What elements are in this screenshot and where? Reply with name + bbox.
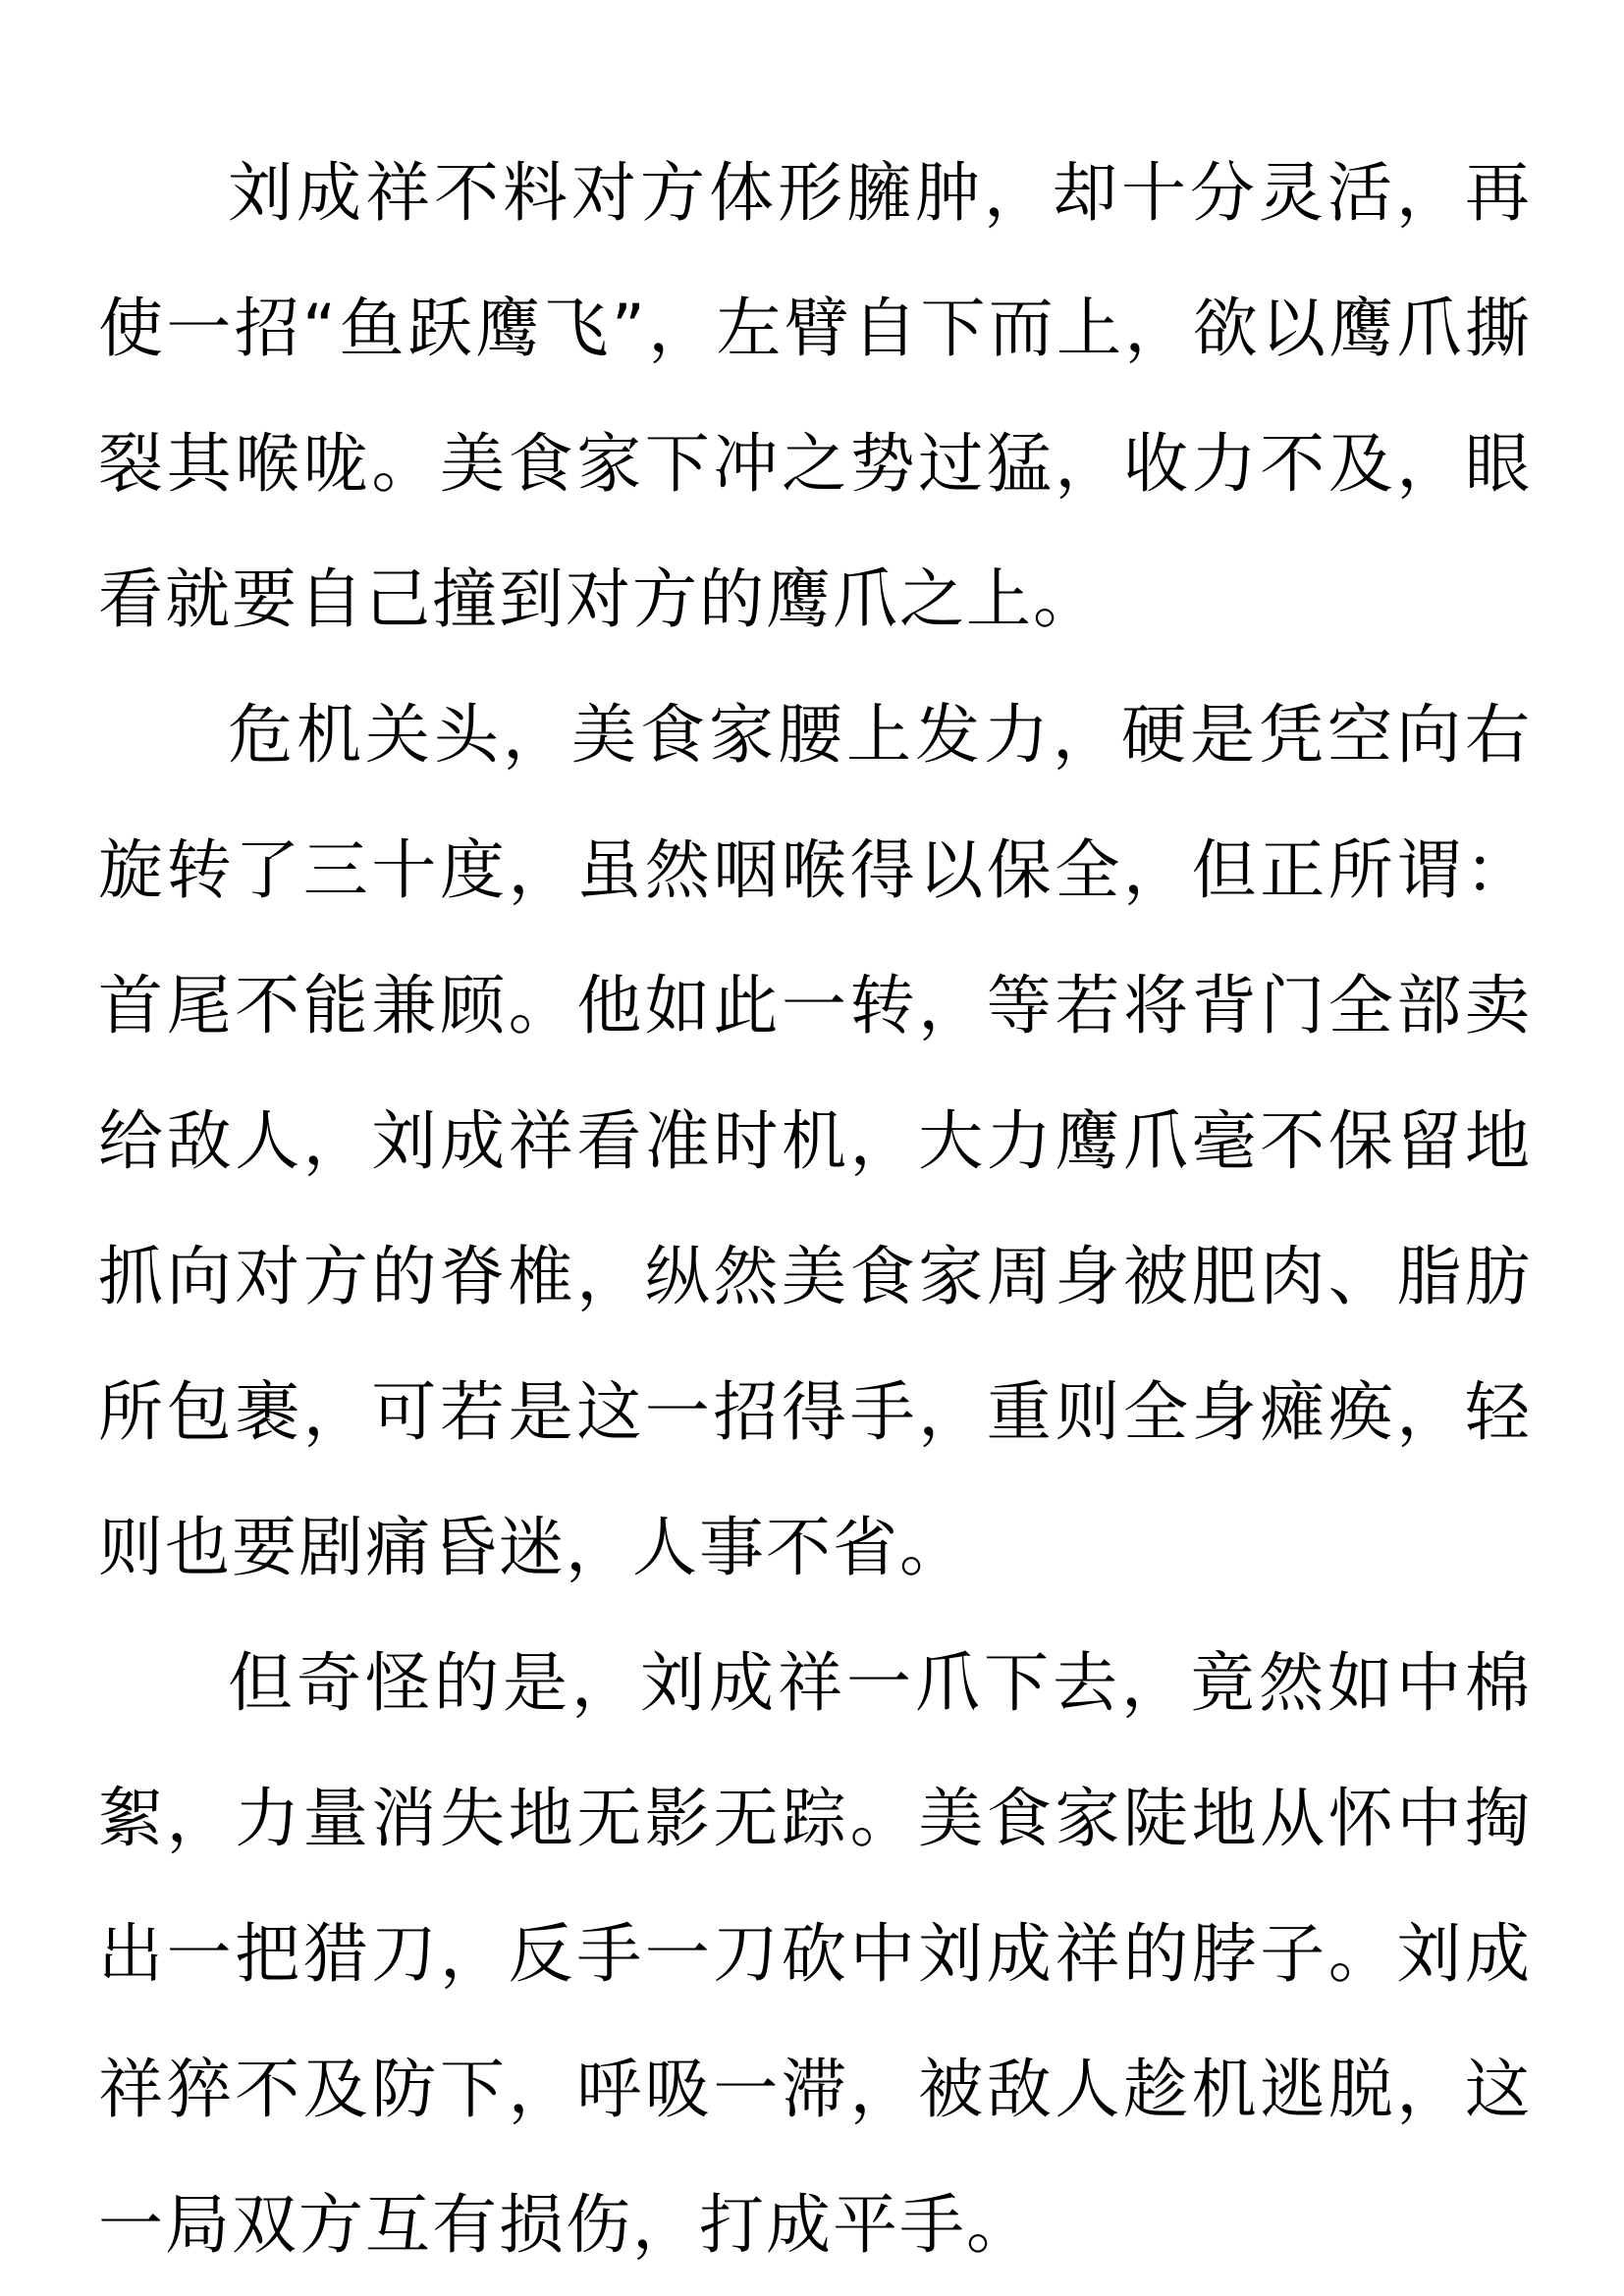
paragraph-3: 但奇怪的是，刘成祥一爪下去，竟然如中棉絮，力量消失地无影无踪。美食家陡地从怀中掏出一把猎刀，反手一刀砍中刘成祥的脖子。刘成祥猝不及防下，呼吸一滞，被敌人趁机逃脱，这一局双方互有损伤，打成平手。 bbox=[98, 1645, 1532, 2263]
paragraph-2: 危机关头，美食家腰上发力，硬是凭空向右旋转了三十度，虽然咽喉得以保全，但正所谓：首尾不能兼顾。他如此一转，等若将背门全部卖给敌人，刘成祥看准时机，大力鹰爪毫不保留地抓向对方的脊椎，纵然美食家周身被肥肉、脂肪所包裹，可若是这一招得手，重则全身瘫痪，轻则也要剧痛昏迷，人事不省。 bbox=[98, 697, 1532, 1585]
paragraph-1: 刘成祥不料对方体形臃肿，却十分灵活，再使一招“鱼跃鹰飞”，左臂自下而上，欲以鹰爪撕裂其喉咙。美食家下冲之势过猛，收力不及，眼看就要自己撞到对方的鹰爪之上。 bbox=[98, 155, 1532, 637]
body-text bbox=[98, 126, 1532, 2293]
